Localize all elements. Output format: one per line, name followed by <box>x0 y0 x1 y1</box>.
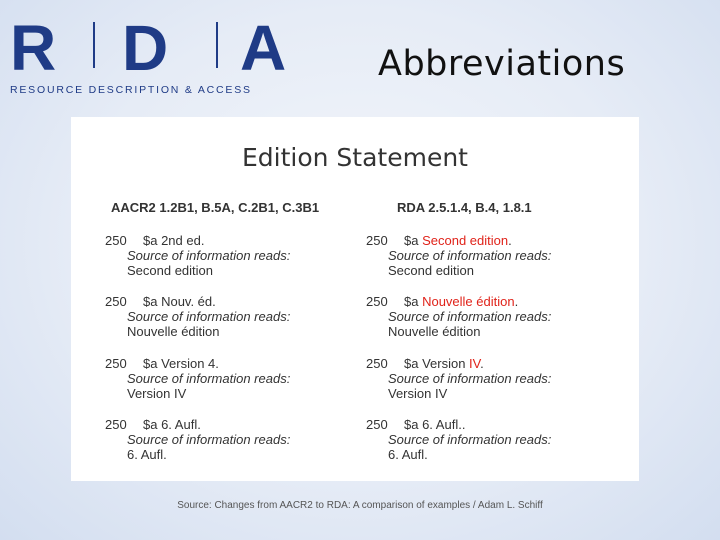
field-tag: 250 <box>366 417 388 432</box>
field-prefix: $a <box>404 233 423 248</box>
aacr2-example-1 <box>105 233 355 278</box>
aacr2-example-3 <box>105 356 355 401</box>
slide-title: Abbreviations <box>378 44 626 84</box>
source-text: Version IV <box>388 386 448 401</box>
field-tag: 250 <box>105 294 127 309</box>
highlighted-change: Nouvelle édition <box>422 294 515 309</box>
field-prefix: $a <box>404 294 423 309</box>
field-tag: 250 <box>366 233 388 248</box>
field-tag: 250 <box>105 417 127 432</box>
source-label: Source of information reads: <box>127 432 291 447</box>
aacr2-example-4 <box>105 417 355 462</box>
field-value: $a Version 4. <box>143 356 219 371</box>
rda-example-3 <box>366 356 616 401</box>
logo-letter-r: R <box>10 14 57 84</box>
field-suffix: . <box>480 356 484 371</box>
source-text: 6. Aufl. <box>388 447 428 462</box>
field-prefix: $a 6. Aufl.. <box>404 417 466 432</box>
aacr2-column-header: AACR2 1.2B1, B.5A, C.2B1, C.3B1 <box>111 200 320 215</box>
logo-letter-a: A <box>240 14 287 84</box>
field-prefix: $a Version <box>404 356 470 371</box>
highlighted-change: Second edition <box>422 233 509 248</box>
panel-title: Edition Statement <box>241 143 468 172</box>
source-label: Source of information reads: <box>388 248 552 263</box>
logo-letter-d: D <box>122 14 169 84</box>
field-suffix: . <box>508 233 512 248</box>
source-text: Nouvelle édition <box>388 324 481 339</box>
field-value: $a 2nd ed. <box>143 233 205 248</box>
source-label: Source of information reads: <box>388 309 552 324</box>
edition-statement-panel <box>71 117 639 481</box>
source-text: Nouvelle édition <box>127 324 220 339</box>
source-text: Version IV <box>127 386 187 401</box>
source-label: Source of information reads: <box>127 248 291 263</box>
source-label: Source of information reads: <box>127 309 291 324</box>
source-text: 6. Aufl. <box>127 447 167 462</box>
rda-example-4 <box>366 417 616 462</box>
source-text: Second edition <box>388 263 475 278</box>
rda-logo <box>10 14 315 96</box>
source-citation: Source: Changes from AACR2 to RDA: A comparison of examples / Adam L. Schiff <box>177 500 543 511</box>
field-tag: 250 <box>366 356 388 371</box>
source-label: Source of information reads: <box>127 371 291 386</box>
source-label: Source of information reads: <box>388 432 552 447</box>
highlighted-change: IV <box>469 356 481 371</box>
source-label: Source of information reads: <box>388 371 552 386</box>
rda-example-2 <box>366 294 616 339</box>
field-suffix: . <box>514 294 519 309</box>
field-value: $a 6. Aufl. <box>143 417 201 432</box>
field-tag: 250 <box>105 356 127 371</box>
field-tag: 250 <box>366 294 388 309</box>
field-tag: 250 <box>105 233 127 248</box>
logo-tagline: RESOURCE DESCRIPTION & ACCESS <box>10 84 252 96</box>
field-value: $a Nouv. éd. <box>143 294 216 309</box>
rda-column-header: RDA 2.5.1.4, B.4, 1.8.1 <box>397 200 532 215</box>
aacr2-example-2 <box>105 294 355 339</box>
source-text: Second edition <box>127 263 214 278</box>
rda-example-1 <box>366 233 616 278</box>
